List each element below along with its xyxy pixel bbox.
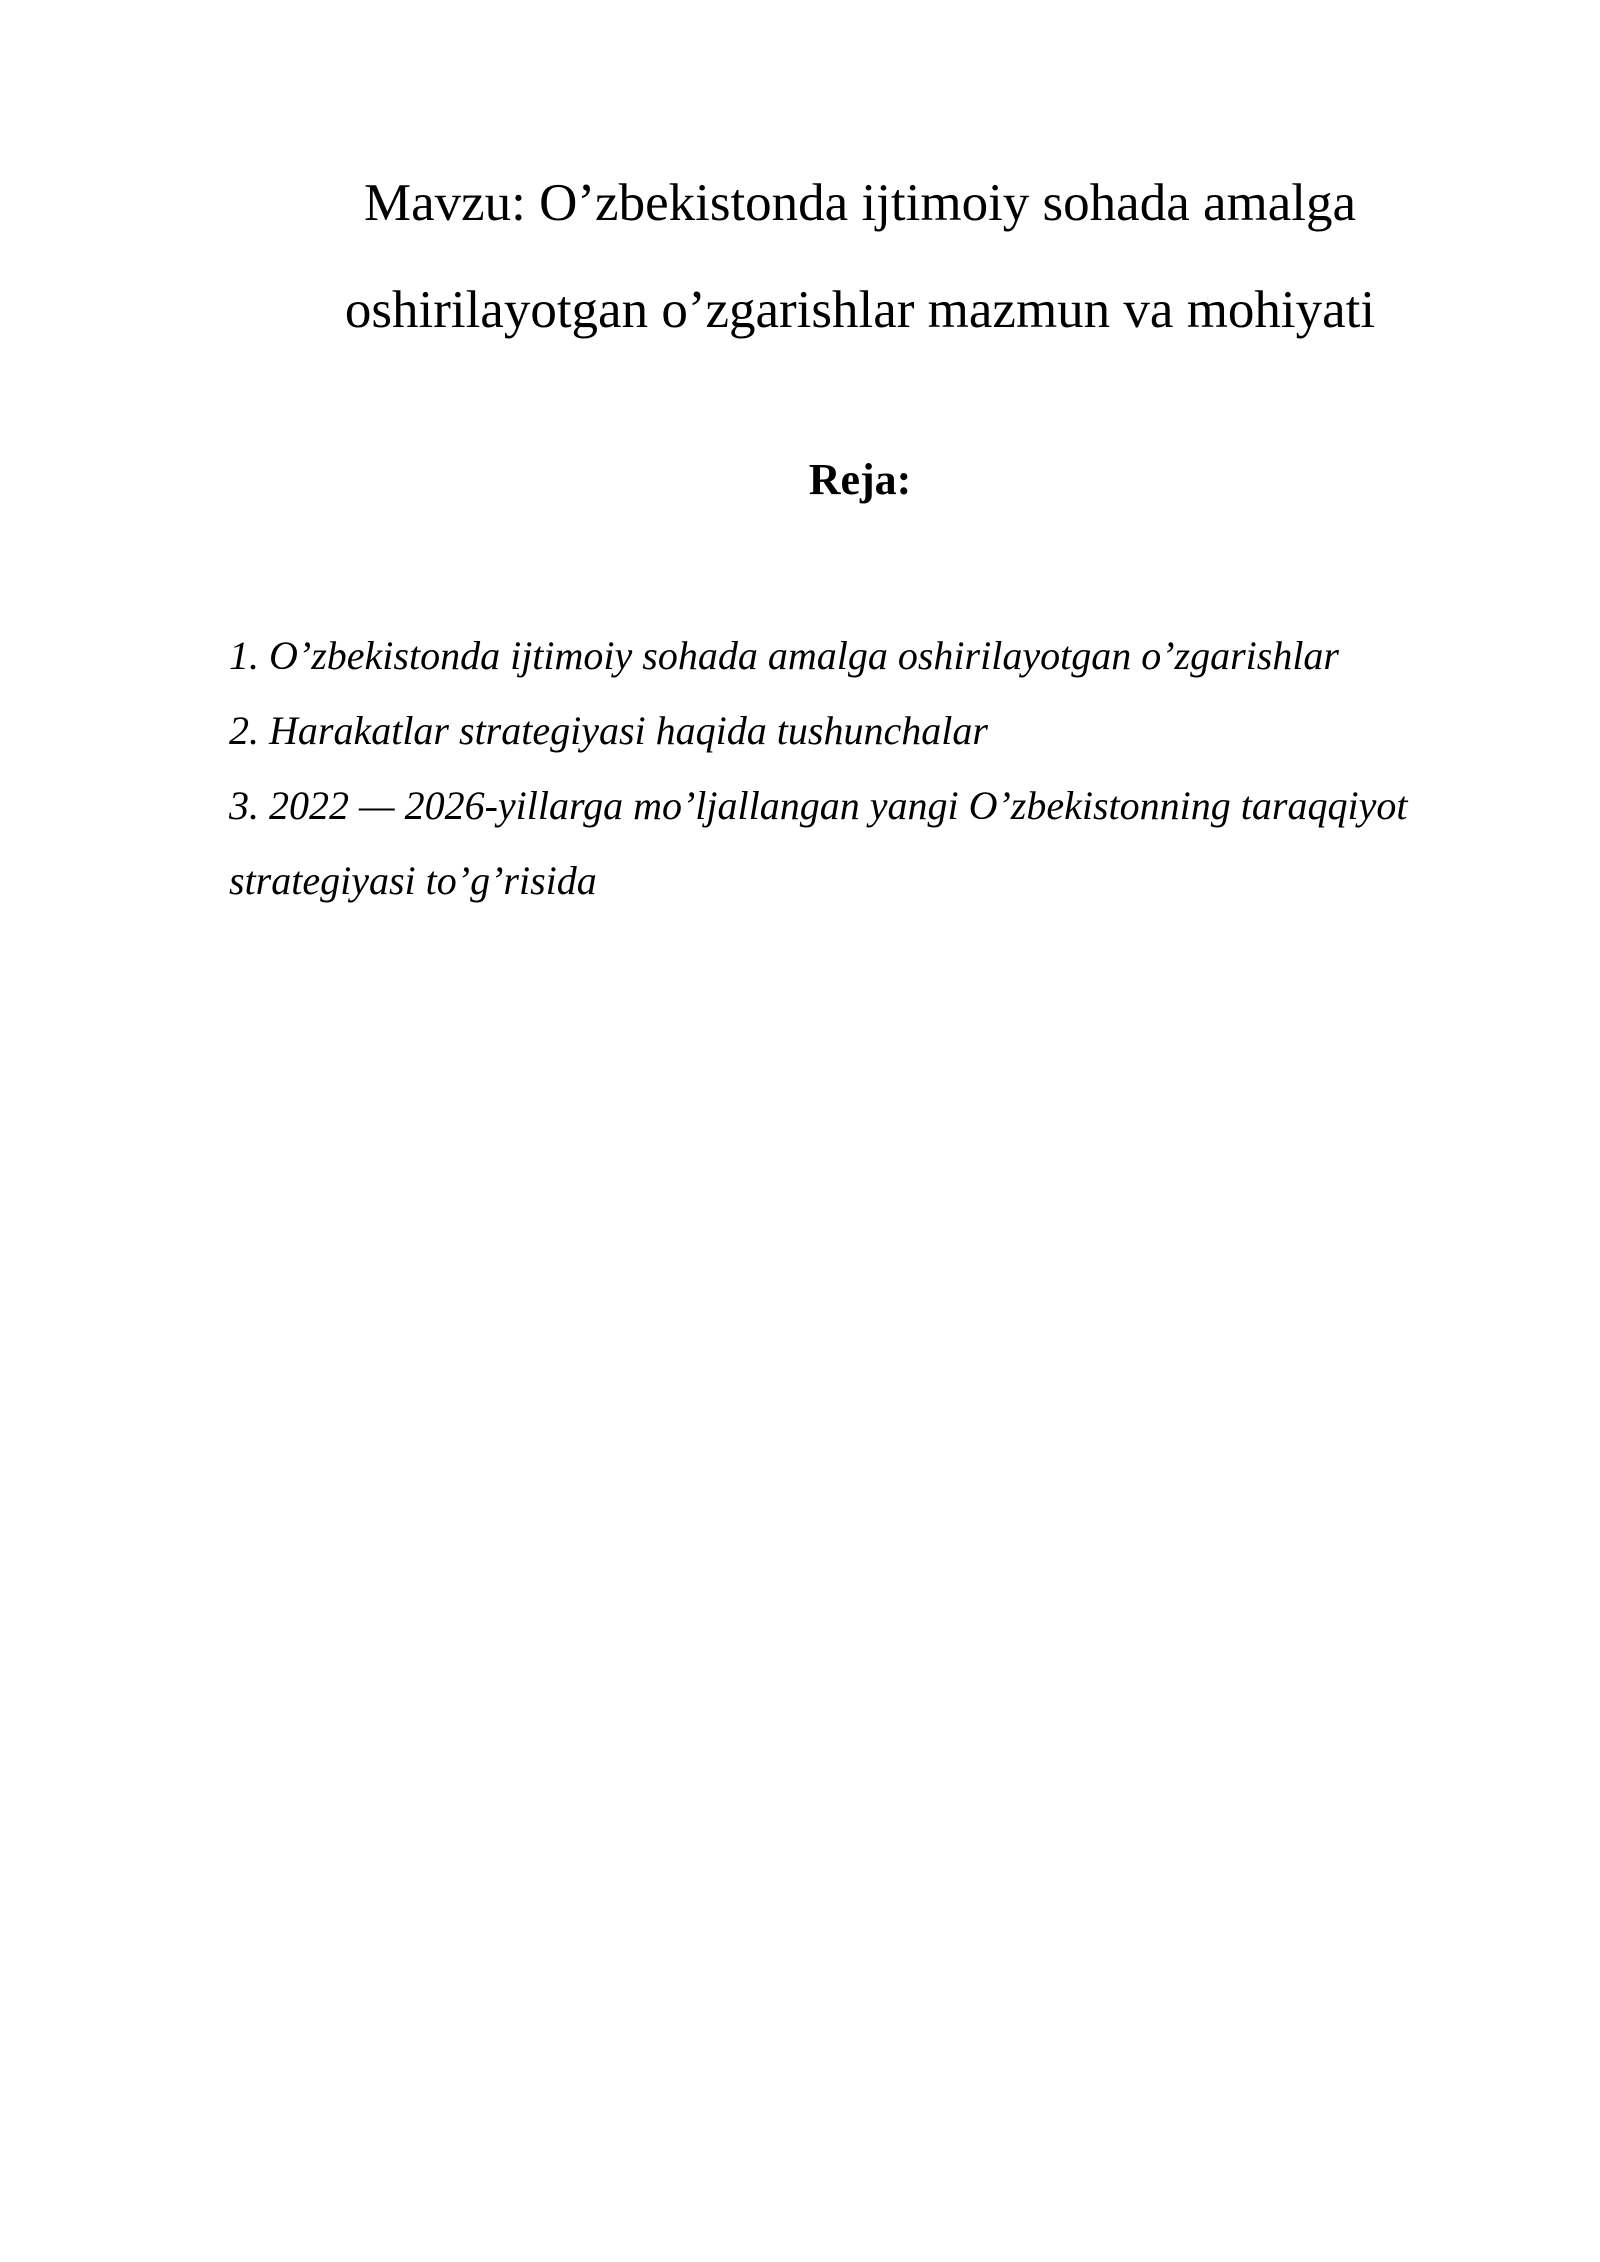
title-line-2: oshirilayotgan o’zgarishlar mazmun va mohiyati: [344, 281, 1376, 339]
page-title: [200, 150, 1520, 364]
plan-list: [229, 618, 1529, 918]
plan-item-1-line-1: 1. O’zbekistonda ijtimoiy sohada amalga oshirilayotgan o’zgarishlar: [229, 633, 1339, 678]
plan-heading: Reja:: [808, 455, 912, 504]
plan-item-2: [229, 693, 1529, 768]
plan-item-3-line-1: 3. 2022 — 2026-yillarga mo’ljallangan yangi O’zbekistonning taraqqiyot: [229, 783, 1408, 828]
plan-item-1: [229, 618, 1529, 693]
plan-item-2-line-1: 2. Harakatlar strategiyasi haqida tushunchalar: [229, 708, 988, 753]
plan-item-3-line-2: strategiyasi to’g’risida: [229, 858, 597, 903]
title-line-1: Mavzu: O’zbekistonda ijtimoiy sohada amalga: [363, 174, 1357, 232]
plan-item-3: [229, 768, 1529, 918]
